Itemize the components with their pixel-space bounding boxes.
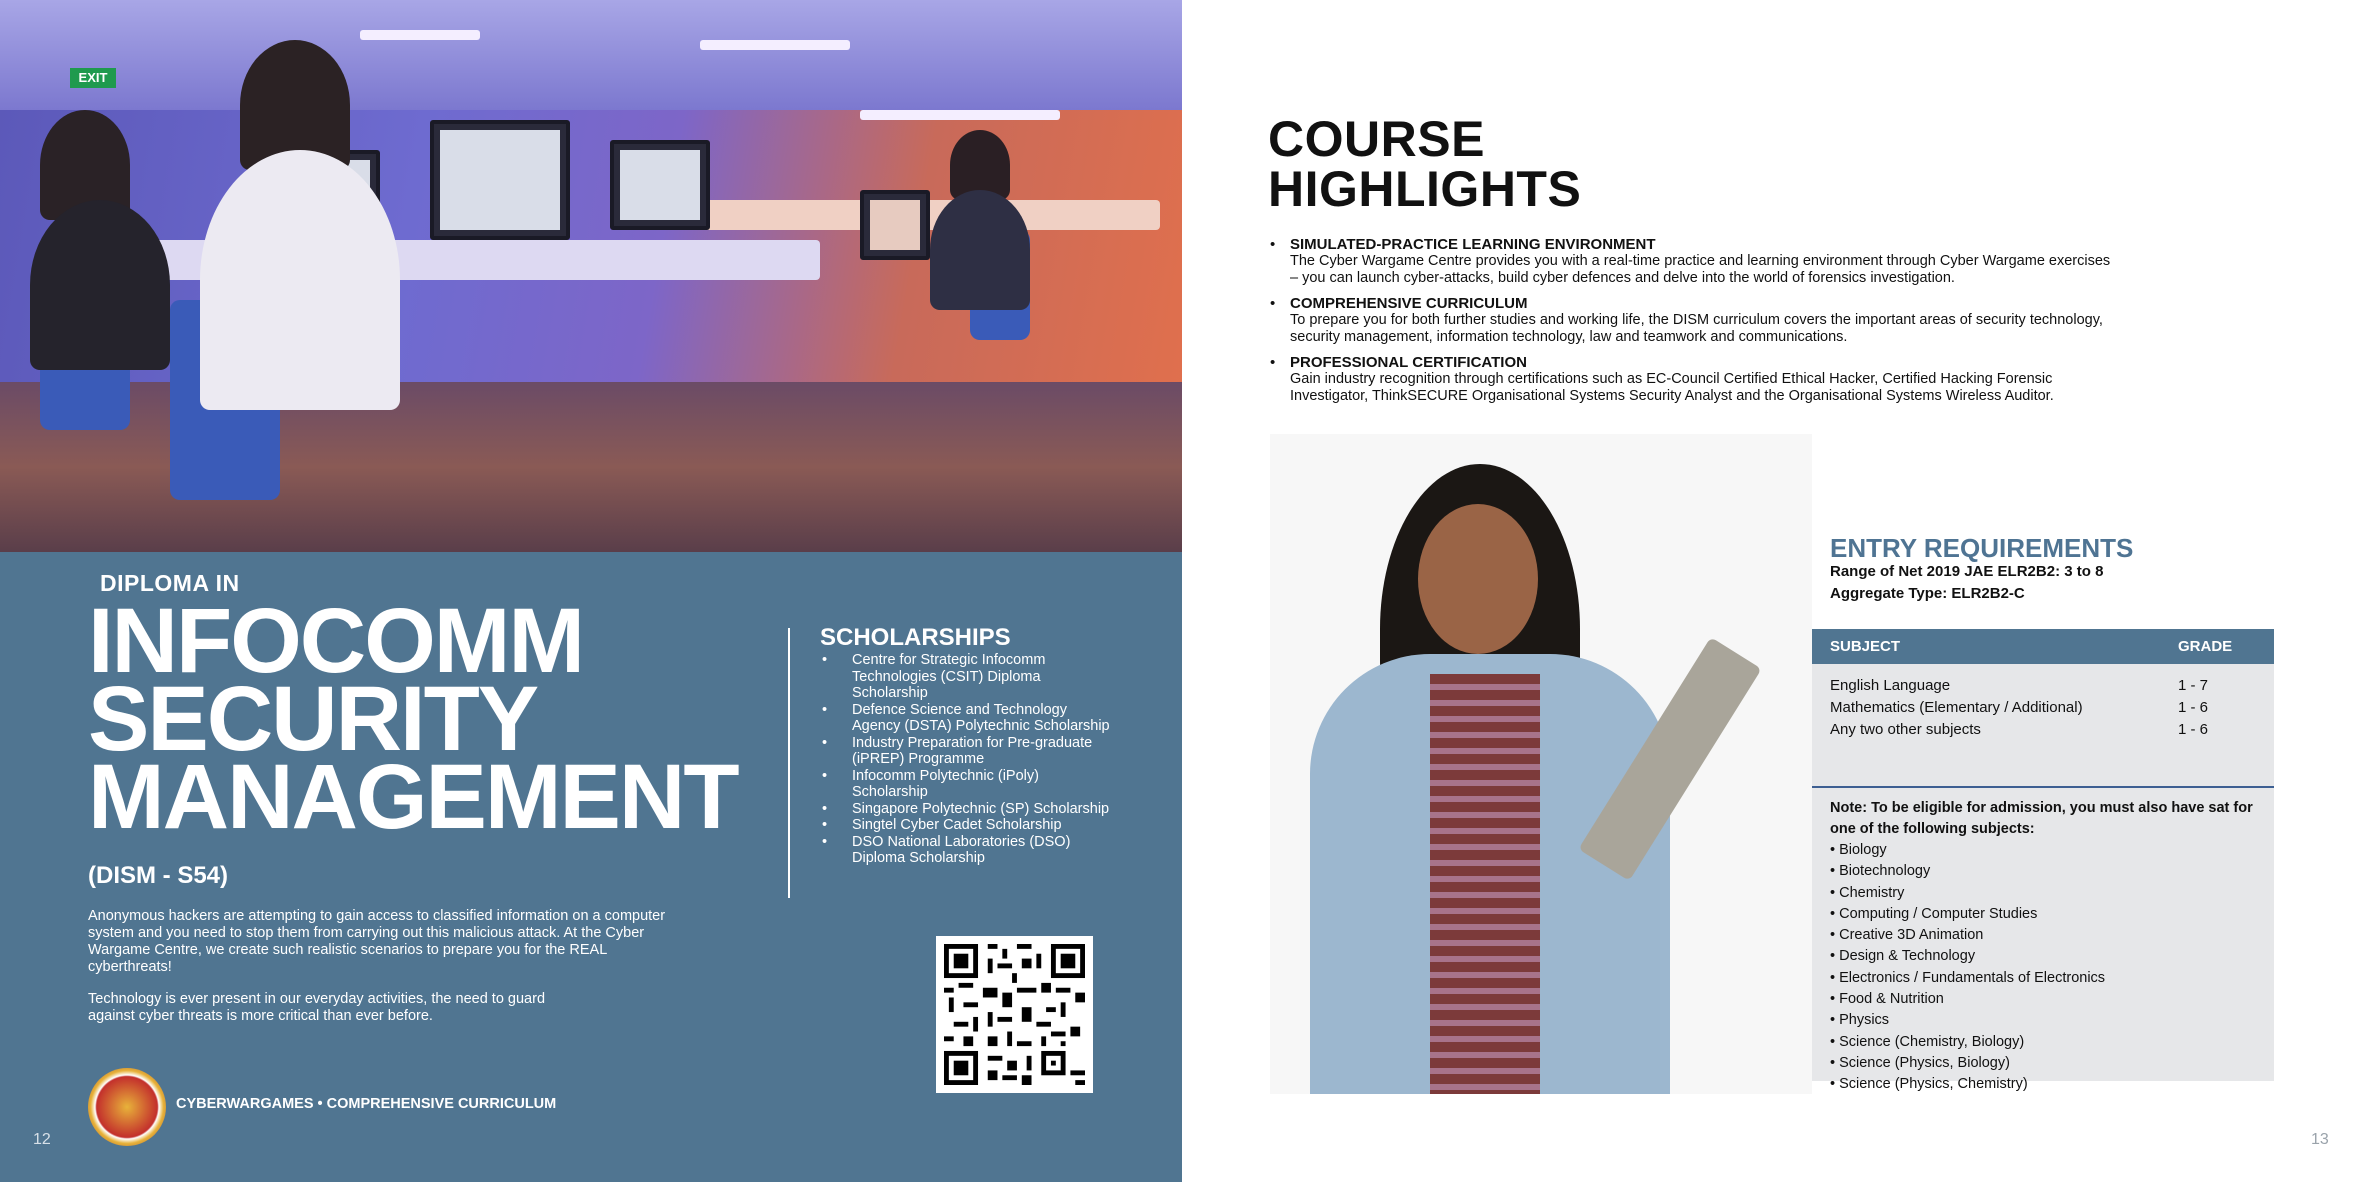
photo-monitor <box>860 190 930 260</box>
eligible-subject: • Chemistry <box>1830 884 1905 901</box>
eligible-subject: • Physics <box>1830 1012 1890 1029</box>
photo-ceiling-light <box>360 30 480 40</box>
scholarship-item: • Singtel Cyber Cadet Scholarship <box>820 817 1110 834</box>
highlight-body: To prepare you for both further studies and working life, the DISM curriculum covers the important areas of security technology, security management, information technology, law and teamwork and communications. <box>1290 312 2103 345</box>
highlight-item <box>1268 354 2118 405</box>
row-subject: Mathematics (Elementary / Additional) <box>1830 699 2083 716</box>
eligibility-note <box>1812 788 2274 1096</box>
diploma-title-line: INFOCOMM <box>88 590 584 692</box>
highlight-heading: • COMPREHENSIVE CURRICULUM <box>1290 295 1528 312</box>
highlight-heading: • PROFESSIONAL CERTIFICATION <box>1290 354 1527 371</box>
diploma-in-label: DIPLOMA IN <box>100 570 240 596</box>
row-subject: Any two other subjects <box>1830 721 1981 738</box>
logo-label: CYBERWARGAMES • COMPREHENSIVE CURRICULUM <box>176 1096 557 1112</box>
eligible-subject: • Science (Chemistry, Biology) <box>1830 1033 2025 1050</box>
scholarship-item: • Infocomm Polytechnic (iPoly) Scholarship <box>820 768 1110 801</box>
highlights-list <box>1268 236 2118 413</box>
vertical-divider <box>788 628 790 898</box>
classroom-photo <box>0 0 1182 552</box>
table-row <box>1812 697 2274 719</box>
photo-monitor <box>610 140 710 230</box>
scholarship-item: • Centre for Strategic Infocomm Technologies (CSIT) Diploma Scholarship <box>820 652 1110 702</box>
aggregate-type: Aggregate Type: ELR2B2-C <box>1830 585 2025 602</box>
highlight-item <box>1268 295 2118 346</box>
row-grade: 1 - 6 <box>2178 699 2209 716</box>
table-body <box>1812 664 2274 788</box>
eligible-subject: • Biotechnology <box>1830 863 1931 880</box>
scholarship-item: • Singapore Polytechnic (SP) Scholarship <box>820 801 1110 818</box>
course-code: (DISM - S54) <box>88 862 229 889</box>
course-highlights-title-line: HIGHLIGHTS <box>1268 161 1582 217</box>
scholarship-item: • Defence Science and Technology Agency (DSTA) Polytechnic Scholarship <box>820 702 1110 735</box>
intro-paragraph-2: Technology is ever present in our everyday activities, the need to guard against cyber threats is more critical than ever before. <box>88 991 546 1024</box>
exit-sign: EXIT <box>70 68 116 88</box>
photo-striped-dress <box>1430 674 1540 1094</box>
scholarships-list <box>820 652 1110 867</box>
table-header <box>1812 629 2274 664</box>
eligible-subject: • Food & Nutrition <box>1830 991 1944 1008</box>
highlight-item <box>1268 236 2118 287</box>
column-header-subject: SUBJECT <box>1830 638 1901 655</box>
diploma-title-line: SECURITY <box>88 668 538 770</box>
photo-ceiling-light <box>700 40 850 50</box>
eligible-subject: • Science (Physics, Biology) <box>1830 1054 2010 1071</box>
entry-requirements-table <box>1812 629 2274 1093</box>
highlight-body: Gain industry recognition through certifications such as EC-Council Certified Ethical Hacker, Certified Hacking Forensic Investigator, ThinkSECURE Organisational Systems Security Analyst and the Organisational Systems Wireless Auditor. <box>1290 371 2054 404</box>
highlight-heading: • SIMULATED-PRACTICE LEARNING ENVIRONMENT <box>1290 236 1656 253</box>
column-header-grade: GRADE <box>2178 638 2233 655</box>
student-photo <box>1270 434 1812 1094</box>
row-grade: 1 - 6 <box>2178 721 2209 738</box>
page-number-left: 12 <box>33 1131 51 1148</box>
table-row <box>1812 719 2274 741</box>
photo-monitor <box>430 120 570 240</box>
scholarships-title: SCHOLARSHIPS <box>820 624 1011 651</box>
eligible-subjects-list <box>1830 840 2256 1096</box>
intro-paragraph: Anonymous hackers are attempting to gain access to classified information on a computer system and you need to stop them from carrying out this malicious attack. At the Cyber Wargame Centre, we create such realistic scenarios to prepare you for the REAL cyberthreats! <box>88 908 666 975</box>
table-row <box>1812 675 2274 697</box>
photo-face <box>1418 504 1538 654</box>
row-grade: 1 - 7 <box>2178 677 2209 694</box>
scholarship-item: • Industry Preparation for Pre-graduate (iPREP) Programme <box>820 735 1110 768</box>
course-highlights-title-line: COURSE <box>1268 111 1485 167</box>
diploma-title-line: MANAGEMENT <box>88 746 738 848</box>
eligible-subject: • Electronics / Fundamentals of Electronics <box>1830 969 2106 986</box>
qr-code-icon <box>944 944 1085 1085</box>
qr-code[interactable] <box>936 936 1093 1093</box>
eligible-subject: • Computing / Computer Studies <box>1830 905 2038 922</box>
eligible-subject: • Design & Technology <box>1830 948 1976 965</box>
entry-requirements-title: ENTRY REQUIREMENTS <box>1830 533 2134 563</box>
photo-ceiling <box>0 0 1182 110</box>
jae-range: Range of Net 2019 JAE ELR2B2: 3 to 8 <box>1830 563 2104 580</box>
eligible-subject: • Biology <box>1830 842 1887 858</box>
photo-person-body <box>930 190 1030 310</box>
row-subject: English Language <box>1830 677 1951 694</box>
eligible-subject: • Creative 3D Animation <box>1830 927 1984 944</box>
scholarship-item: • DSO National Laboratories (DSO) Diploma Scholarship <box>820 834 1110 867</box>
eligible-subject: • Science (Physics, Chemistry) <box>1830 1076 2028 1093</box>
course-highlights-title <box>1268 111 1582 217</box>
photo-ceiling-light <box>860 110 1060 120</box>
diploma-title <box>88 590 768 848</box>
page-number-right: 13 <box>2311 1131 2329 1148</box>
photo-person-body <box>200 150 400 410</box>
photo-person-body <box>30 200 170 370</box>
school-crest-logo <box>88 1068 166 1146</box>
photo-desk <box>700 200 1160 230</box>
highlight-body: The Cyber Wargame Centre provides you with a real-time practice and learning environment through Cyber Wargame exercises – you can launch cyber-attacks, build cyber defences and delve into the world of forensics investigation. <box>1290 253 2111 286</box>
eligibility-note-text: Note: To be eligible for admission, you must also have sat for one of the following subjects: <box>1830 800 2253 837</box>
